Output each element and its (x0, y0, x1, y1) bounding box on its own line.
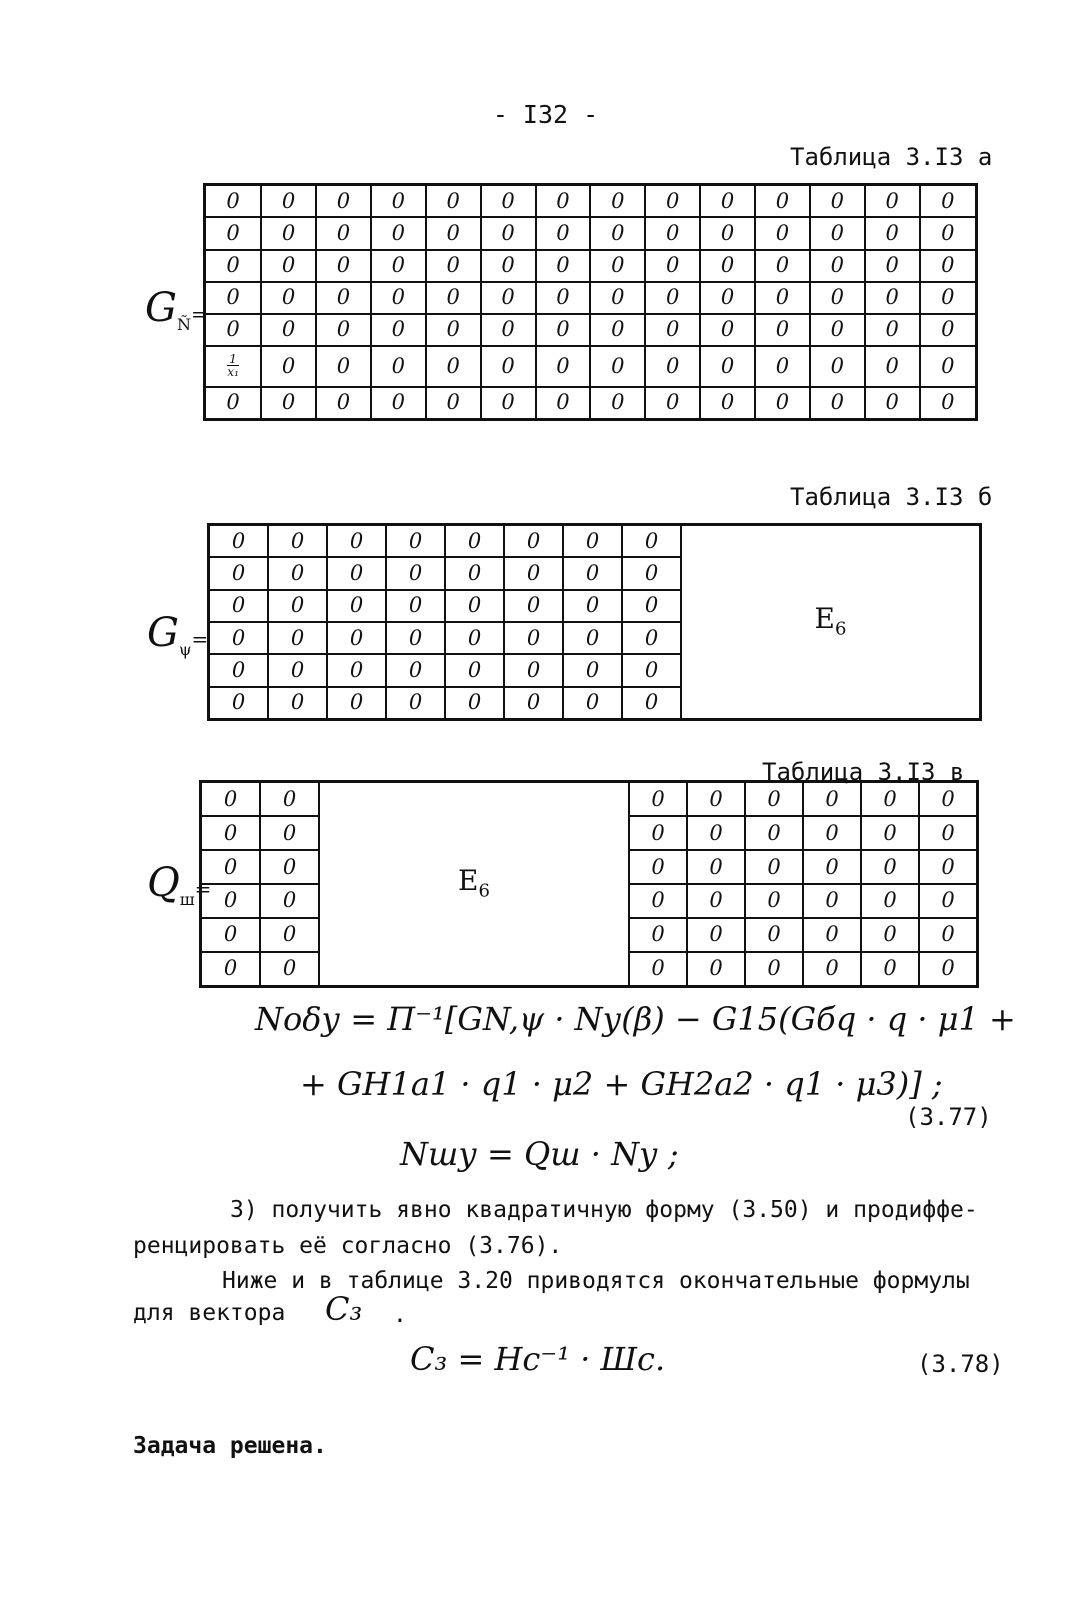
matrix-cell: 0 (209, 654, 269, 686)
matrix-cell: 0 (645, 282, 700, 314)
matrix-cell: 0 (700, 314, 755, 346)
matrix-cell: 0 (371, 217, 426, 249)
matrix-cell: 0 (745, 952, 803, 987)
matrix-cell: 0 (622, 622, 681, 654)
matrix-cell: 0 (371, 346, 426, 387)
matrix-cell: 0 (536, 282, 591, 314)
matrix-cell: 0 (645, 250, 700, 282)
fraction-numerator: 1 (229, 351, 237, 366)
table-row (201, 782, 978, 817)
fraction-cell (205, 346, 262, 387)
matrix-cell: 0 (645, 387, 700, 420)
matrix-cell: 0 (803, 952, 861, 987)
identity-block (319, 782, 629, 987)
matrix-cell: 0 (563, 687, 622, 720)
matrix-cell: 0 (386, 654, 445, 686)
matrix-cell: 0 (504, 590, 563, 622)
matrix-cell: 0 (201, 782, 261, 817)
matrix-cell: 0 (810, 217, 865, 249)
matrix-cell: 0 (536, 185, 591, 218)
matrix-cell: 0 (755, 217, 810, 249)
matrix-cell: 0 (386, 557, 445, 589)
matrix-cell: 0 (481, 282, 536, 314)
matrix-cell: 0 (865, 185, 920, 218)
matrix-cell: 0 (622, 557, 681, 589)
matrix-cell: 0 (745, 850, 803, 884)
formula-378: C₃ = Hc⁻¹ · Шc. (410, 1340, 666, 1378)
matrix-cell: 0 (865, 346, 920, 387)
matrix-cell: 0 (201, 918, 261, 952)
matrix-cell: 0 (316, 217, 371, 249)
matrix-cell: 0 (205, 185, 262, 218)
table-a-matrix (203, 183, 978, 421)
matrix-cell: 0 (504, 557, 563, 589)
matrix-cell: 0 (861, 884, 919, 918)
matrix-cell: 0 (327, 557, 386, 589)
matrix-cell: 0 (629, 850, 687, 884)
matrix-cell: 0 (629, 816, 687, 850)
matrix-cell: 0 (629, 918, 687, 952)
matrix-cell: 0 (316, 346, 371, 387)
matrix-cell: 0 (371, 185, 426, 218)
table-b-caption: Таблица 3.I3 б (790, 483, 993, 511)
matrix-cell: 0 (426, 250, 481, 282)
matrix-cell: 0 (327, 525, 386, 558)
matrix-cell: 0 (268, 590, 327, 622)
matrix-cell: 0 (803, 816, 861, 850)
matrix-cell: 0 (327, 622, 386, 654)
matrix-cell: 0 (622, 525, 681, 558)
matrix-cell: 0 (386, 590, 445, 622)
matrix-cell: 0 (445, 654, 504, 686)
matrix-cell: 0 (629, 782, 687, 817)
matrix-cell: 0 (260, 850, 319, 884)
matrix-cell: 0 (803, 918, 861, 952)
matrix-cell: 0 (563, 622, 622, 654)
table-row (209, 525, 981, 558)
matrix-cell: 0 (745, 816, 803, 850)
matrix-cell: 0 (865, 250, 920, 282)
matrix-cell: 0 (316, 282, 371, 314)
matrix-cell: 0 (755, 346, 810, 387)
matrix-cell: 0 (268, 687, 327, 720)
formula-377-line3: Nшу = Qш · Nу ; (400, 1135, 679, 1173)
matrix-cell: 0 (687, 952, 745, 987)
matrix-cell: 0 (919, 850, 978, 884)
matrix-cell: 0 (861, 918, 919, 952)
matrix-cell: 0 (481, 346, 536, 387)
table-row (205, 282, 977, 314)
identity-block-symbol: E (814, 602, 835, 636)
matrix-cell: 0 (563, 557, 622, 589)
matrix-cell: 0 (687, 918, 745, 952)
matrix-cell: 0 (687, 816, 745, 850)
matrix-cell: 0 (861, 816, 919, 850)
matrix-cell: 0 (810, 346, 865, 387)
vector-period: . (393, 1302, 407, 1328)
matrix-cell: 0 (536, 217, 591, 249)
table-a-label: $G_Ñ=$ (145, 285, 208, 334)
matrix-cell: 0 (426, 185, 481, 218)
matrix-cell: 0 (327, 687, 386, 720)
matrix-cell: 0 (755, 250, 810, 282)
matrix-cell: 0 (481, 217, 536, 249)
matrix-cell: 0 (201, 952, 261, 987)
paragraph-below-line1: Ниже и в таблице 3.20 приводятся окончательные формулы (222, 1268, 970, 1294)
matrix-cell: 0 (645, 185, 700, 218)
matrix-cell: 0 (920, 346, 977, 387)
matrix-cell: 0 (504, 687, 563, 720)
matrix-cell: 0 (745, 884, 803, 918)
matrix-cell: 0 (920, 282, 977, 314)
matrix-cell: 0 (755, 282, 810, 314)
matrix-cell: 0 (371, 387, 426, 420)
table-row (205, 185, 977, 218)
matrix-cell: 0 (261, 282, 316, 314)
matrix-cell: 0 (209, 590, 269, 622)
matrix-cell: 0 (481, 314, 536, 346)
matrix-cell: 0 (920, 217, 977, 249)
table-row (205, 217, 977, 249)
matrix-cell: 0 (810, 314, 865, 346)
matrix-cell: 0 (261, 314, 316, 346)
fraction (227, 353, 239, 378)
matrix-cell: 0 (371, 282, 426, 314)
matrix-cell: 0 (209, 622, 269, 654)
matrix-cell: 0 (803, 850, 861, 884)
matrix-cell: 0 (755, 185, 810, 218)
matrix-cell: 0 (260, 816, 319, 850)
matrix-cell: 0 (861, 782, 919, 817)
matrix-cell: 0 (919, 816, 978, 850)
table-b-label: $G_\psi=$ (147, 610, 209, 659)
matrix-cell: 0 (700, 282, 755, 314)
fraction-denominator: x₁ (227, 364, 239, 379)
matrix-cell: 0 (590, 282, 645, 314)
matrix-cell: 0 (700, 250, 755, 282)
matrix-cell: 0 (810, 282, 865, 314)
matrix-cell: 0 (261, 185, 316, 218)
matrix-cell: 0 (201, 816, 261, 850)
matrix-cell: 0 (268, 557, 327, 589)
matrix-cell: 0 (745, 782, 803, 817)
matrix-cell: 0 (645, 217, 700, 249)
matrix-cell: 0 (622, 590, 681, 622)
matrix-cell: 0 (426, 346, 481, 387)
matrix-cell: 0 (919, 918, 978, 952)
matrix-cell: 0 (261, 387, 316, 420)
matrix-cell: 0 (920, 387, 977, 420)
vector-symbol: C₃ (325, 1290, 363, 1328)
matrix-cell: 0 (755, 387, 810, 420)
matrix-cell: 0 (920, 314, 977, 346)
matrix-cell: 0 (536, 387, 591, 420)
matrix-cell: 0 (865, 387, 920, 420)
matrix-cell: 0 (445, 590, 504, 622)
paragraph-3-line2: ренцировать её согласно (3.76). (133, 1233, 563, 1259)
matrix-cell: 0 (920, 250, 977, 282)
matrix-cell: 0 (590, 387, 645, 420)
identity-block (681, 525, 981, 720)
matrix-cell: 0 (590, 185, 645, 218)
conclusion: Задача решена. (133, 1433, 327, 1459)
paragraph-below-line2: для вектора (133, 1300, 286, 1326)
matrix-cell: 0 (645, 314, 700, 346)
matrix-cell: 0 (622, 654, 681, 686)
matrix-cell: 0 (260, 782, 319, 817)
matrix-cell: 0 (810, 185, 865, 218)
matrix-cell: 0 (386, 687, 445, 720)
matrix-cell: 0 (745, 918, 803, 952)
table-c-matrix (199, 780, 979, 988)
matrix-cell: 0 (810, 250, 865, 282)
matrix-cell: 0 (919, 782, 978, 817)
matrix-cell: 0 (205, 282, 262, 314)
matrix-cell: 0 (700, 217, 755, 249)
matrix-cell: 0 (209, 557, 269, 589)
matrix-cell: 0 (504, 654, 563, 686)
matrix-cell: 0 (563, 654, 622, 686)
matrix-cell: 0 (590, 250, 645, 282)
table-b-matrix (207, 523, 982, 721)
matrix-cell: 0 (316, 185, 371, 218)
matrix-cell: 0 (445, 622, 504, 654)
matrix-cell: 0 (536, 346, 591, 387)
matrix-cell: 0 (316, 314, 371, 346)
matrix-cell: 0 (426, 282, 481, 314)
matrix-cell: 0 (371, 250, 426, 282)
matrix-cell: 0 (386, 525, 445, 558)
matrix-cell: 0 (700, 185, 755, 218)
matrix-cell: 0 (205, 387, 262, 420)
matrix-cell: 0 (426, 387, 481, 420)
matrix-cell: 0 (327, 654, 386, 686)
matrix-cell: 0 (687, 884, 745, 918)
page-number: - I32 - (492, 100, 599, 129)
matrix-cell: 0 (622, 687, 681, 720)
matrix-cell: 0 (481, 387, 536, 420)
matrix-cell: 0 (209, 687, 269, 720)
formula-377-line1: Nоδу = П⁻¹[GN,ψ · Nу(β) − G15(Gбq · q · μ1 + (255, 1000, 1016, 1038)
matrix-cell: 0 (645, 346, 700, 387)
matrix-cell: 0 (327, 590, 386, 622)
matrix-cell: 0 (700, 346, 755, 387)
identity-block-size: 6 (478, 880, 490, 902)
matrix-cell: 0 (920, 185, 977, 218)
matrix-cell: 0 (261, 250, 316, 282)
matrix-cell: 0 (536, 250, 591, 282)
matrix-cell: 0 (268, 525, 327, 558)
matrix-cell: 0 (504, 525, 563, 558)
matrix-cell: 0 (629, 884, 687, 918)
matrix-cell: 0 (268, 654, 327, 686)
table-row (205, 314, 977, 346)
matrix-cell: 0 (481, 250, 536, 282)
paragraph-3-line1: 3) получить явно квадратичную форму (3.50) и продиффе- (230, 1197, 978, 1223)
matrix-cell: 0 (810, 387, 865, 420)
matrix-cell: 0 (260, 918, 319, 952)
matrix-cell: 0 (919, 952, 978, 987)
matrix-cell: 0 (205, 250, 262, 282)
matrix-cell: 0 (201, 884, 261, 918)
matrix-cell: 0 (386, 622, 445, 654)
matrix-cell: 0 (261, 346, 316, 387)
matrix-cell: 0 (260, 952, 319, 987)
matrix-cell: 0 (629, 952, 687, 987)
matrix-cell: 0 (865, 282, 920, 314)
matrix-cell: 0 (316, 387, 371, 420)
identity-block-size: 6 (835, 618, 847, 640)
matrix-cell: 0 (861, 952, 919, 987)
matrix-cell: 0 (865, 314, 920, 346)
table-row (205, 346, 977, 387)
table-row (205, 250, 977, 282)
identity-block-symbol: E (458, 864, 479, 898)
matrix-cell: 0 (536, 314, 591, 346)
matrix-cell: 0 (687, 782, 745, 817)
matrix-cell: 0 (445, 557, 504, 589)
matrix-cell: 0 (590, 217, 645, 249)
matrix-cell: 0 (371, 314, 426, 346)
matrix-cell: 0 (201, 850, 261, 884)
matrix-cell: 0 (504, 622, 563, 654)
matrix-cell: 0 (803, 782, 861, 817)
matrix-cell: 0 (700, 387, 755, 420)
matrix-cell: 0 (261, 217, 316, 249)
matrix-cell: 0 (563, 590, 622, 622)
matrix-cell: 0 (426, 314, 481, 346)
equation-number-378: (3.78) (917, 1350, 1004, 1378)
matrix-cell: 0 (919, 884, 978, 918)
matrix-cell: 0 (316, 250, 371, 282)
matrix-cell: 0 (481, 185, 536, 218)
table-c-caption: Таблица 3.I3 в (762, 758, 965, 786)
matrix-cell: 0 (687, 850, 745, 884)
matrix-cell: 0 (260, 884, 319, 918)
matrix-cell: 0 (590, 314, 645, 346)
matrix-cell: 0 (865, 217, 920, 249)
matrix-cell: 0 (803, 884, 861, 918)
table-row (205, 387, 977, 420)
matrix-cell: 0 (205, 217, 262, 249)
matrix-cell: 0 (445, 525, 504, 558)
matrix-cell: 0 (268, 622, 327, 654)
matrix-cell: 0 (205, 314, 262, 346)
matrix-cell: 0 (861, 850, 919, 884)
matrix-cell: 0 (426, 217, 481, 249)
matrix-cell: 0 (209, 525, 269, 558)
matrix-cell: 0 (563, 525, 622, 558)
table-c-label: $Q_ш=$ (147, 860, 212, 909)
matrix-cell: 0 (755, 314, 810, 346)
matrix-cell: 0 (445, 687, 504, 720)
matrix-cell: 0 (590, 346, 645, 387)
table-a-caption: Таблица 3.I3 а (790, 143, 993, 171)
formula-377-line2: + GH1a1 · q1 · μ2 + GH2a2 · q1 · μ3)] ; (300, 1065, 943, 1103)
equation-number-377: (3.77) (905, 1103, 992, 1131)
